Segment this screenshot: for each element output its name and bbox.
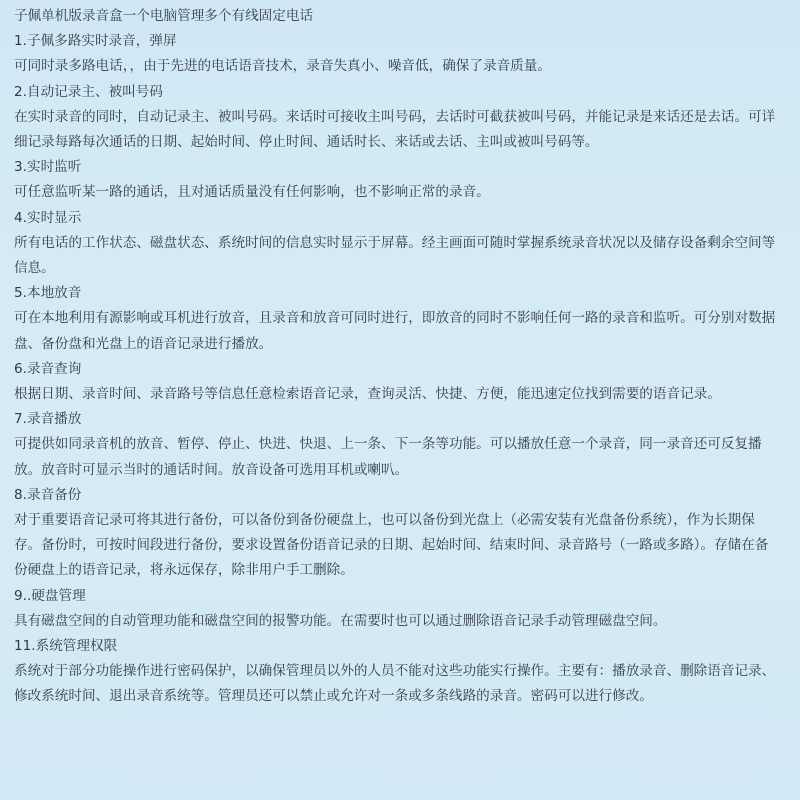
section-heading: 8.录音备份 <box>14 486 82 503</box>
section-heading: 1.子佩多路实时录音，弹屏 <box>14 33 177 50</box>
section-heading: 7.录音播放 <box>14 411 82 428</box>
section-body: 根据日期、录音时间、录音路号等信息任意检索语音记录，查询灵活、快捷、方便，能迅速定位找到需要的语音记录。 <box>14 386 721 403</box>
section-body: 所有电话的工作状态、磁盘状态、系统时间的信息实时显示于屏幕。经主画面可随时掌握系统录音状况以及储存设备剩余空间等信息。 <box>14 234 776 277</box>
section-body: 可任意监听某一路的通话，且对通话质量没有任何影响，也不影响正常的录音。 <box>14 184 490 201</box>
section-body: 可在本地利用有源影响或耳机进行放音，且录音和放音可同时进行，即放音的同时不影响任何一路的录音和监听。可分别对数据盘、备份盘和光盘上的语音记录进行播放。 <box>14 310 776 352</box>
section-heading: 9..硬盘管理 <box>14 587 86 604</box>
section-heading: 4.实时显示 <box>14 209 82 226</box>
document-title: 子佩单机版录音盒一个电脑管理多个有线固定电话 <box>14 8 314 24</box>
section-body: 系统对于部分功能操作进行密码保护，以确保管理员以外的人员不能对这些功能实行操作。主要有：播放录音、删除语音记录、修改系统时间、退出录音系统等。管理员还可以禁止或允许对一条或多条线路的录音。密码可以进行修改。 <box>14 663 776 705</box>
section-body: 在实时录音的同时，自动记录主、被叫号码。来话时可接收主叫号码，去话时可截获被叫号码，并能记录是来话还是去话。可详细记录每路每次通话的日期、起始时间、停止时间、通话时长、来话或去话、主叫或被叫号码等。 <box>14 108 776 151</box>
section-body: 具有磁盘空间的自动管理功能和磁盘空间的报警功能。在需要时也可以通过删除语音记录手动管理磁盘空间。 <box>14 612 667 629</box>
section-heading: 2.自动记录主、被叫号码 <box>14 83 163 100</box>
section-heading: 11.系统管理权限 <box>14 638 118 655</box>
section-body: 对于重要语音记录可将其进行备份，可以备份到备份硬盘上，也可以备份到光盘上（必需安装有光盘备份系统），作为长期保存。备份时，可按时间段进行备份，要求设置备份语音记录的日期、起始时间、结束时间、录音路号（一路或多路）。存储在备份硬盘上的语音记录，将永远保存，除非用户手工删除。 <box>14 512 769 579</box>
section-heading: 5.本地放音 <box>14 285 82 302</box>
section-body: 可同时录多路电话，，由于先进的电话语音技术，录音失真小、噪音低，确保了录音质量。 <box>14 58 551 75</box>
section-heading: 3.实时监听 <box>14 159 82 176</box>
section-body: 可提供如同录音机的放音、暂停、停止、快进、快退、上一条、下一条等功能。可以播放任意一个录音，同一录音还可反复播放。放音时可显示当时的通话时间。放音设备可选用耳机或喇叭。 <box>14 436 762 478</box>
section-heading: 6.录音查询 <box>14 360 82 377</box>
